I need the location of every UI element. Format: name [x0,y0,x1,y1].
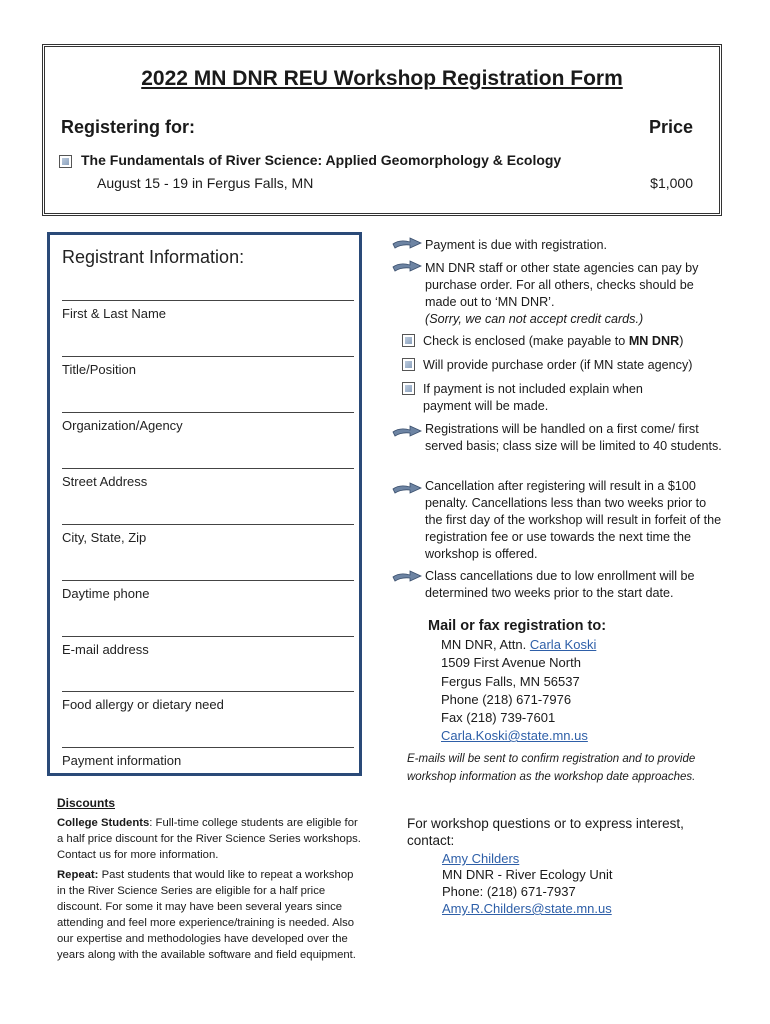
contact-email [442,901,612,918]
course-price: $1,000 [650,175,693,191]
check-enclosed-label [423,333,723,350]
food-allergy-field[interactable] [62,691,354,692]
title-field[interactable] [62,356,354,357]
course-title: The Fundamentals of River Science: Applied Geomorphology & Ecology [81,152,562,168]
purchase-order-label: Will provide purchase order (if MN state agency) [423,358,693,372]
contact-unit: MN DNR - River Ecology Unit [442,867,613,882]
carla-email-link[interactable]: Carla.Koski@state.mn.us [441,728,588,743]
explain-payment-label: If payment is not included explain when payment will be made. [423,382,643,413]
payment-info-field[interactable] [62,747,354,748]
purchase-order-line: MN DNR staff or other state agencies can pay by purchase order. For all others, checks should be made out to ‘MN DNR’. [425,261,699,309]
contact-name [442,851,519,868]
questions-text: For workshop questions or to express interest, contact: [407,816,684,848]
field-label: First & Last Name [62,306,167,321]
field-label: City, State, Zip [62,530,147,545]
purchase-order-checkbox[interactable] [402,358,415,371]
email-field[interactable] [62,636,354,637]
registrant-heading: Registrant Information: [62,247,245,267]
amy-email-link[interactable]: Amy.R.Childers@state.mn.us [442,901,612,916]
registrant-info-box [47,232,362,776]
mail-street: 1509 First Avenue North [441,655,581,670]
amy-childers-link[interactable]: Amy Childers [442,851,520,866]
college-text: : Full-time college students are eligible for a half price discount for the River Science Series workshops. Contact us for more information. [57,817,361,861]
arrow-bullet-icon [392,424,422,438]
no-credit-cards-note: (Sorry, we can not accept credit cards.) [425,312,644,326]
phone-field[interactable] [62,580,354,581]
field-label: E-mail address [62,642,149,657]
arrow-bullet-icon [392,259,422,273]
form-title: 2022 MN DNR REU Workshop Registration Form [141,67,623,90]
repeat-label: Repeat: [57,869,99,881]
header-box [42,44,722,216]
city-field[interactable] [62,524,354,525]
arrow-bullet-icon [392,569,422,583]
field-label: Payment information [62,753,182,768]
mail-email [441,727,588,745]
check-suffix: ) [679,334,684,348]
repeat-discount-text [57,867,362,963]
course-checkbox[interactable] [59,155,72,168]
field-label: Title/Position [62,362,136,377]
mail-heading: Mail or fax registration to: [428,618,607,634]
street-field[interactable] [62,468,354,469]
registering-for-label: Registering for: [61,117,196,137]
course-date: August 15 - 19 in Fergus Falls, MN [97,175,314,191]
college-label: College Students [57,817,150,829]
check-payee: MN DNR [628,334,680,348]
attn-prefix: MN DNR, Attn. [441,637,530,652]
mail-phone: Phone (218) 671-7976 [441,692,572,707]
contact-phone: Phone: (218) 671-7937 [442,884,576,899]
price-label: Price [648,117,693,137]
field-label: Food allergy or dietary need [62,697,224,712]
discounts-heading: Discounts [57,796,116,810]
mail-fax: Fax (218) 739-7601 [441,710,556,725]
field-label: Street Address [62,474,148,489]
class-cancellation-text: Class cancellations due to low enrollment will be determined two weeks prior to the start date. [425,569,695,600]
email-note: E-mails will be sent to confirm registration and to provide workshop information as the workshop date approaches. [407,753,696,783]
mail-attn [441,636,596,654]
first-come-text: Registrations will be handled on a first come/ first served basis; class size will be limited to 40 students. [425,422,722,453]
carla-koski-link[interactable]: Carla Koski [529,637,597,652]
explain-payment-checkbox[interactable] [402,382,415,395]
field-label: Organization/Agency [62,418,183,433]
repeat-text: Past students that would like to repeat a workshop in the River Science Series are eligible for a half price discount. For some it may have been several years since attending and feel more experience/training is needed. Also our expertise and methodologies have developed over the years along with the available software and field equipment. [57,869,356,961]
organization-field[interactable] [62,412,354,413]
check-prefix: Check is enclosed (make payable to [423,334,629,348]
purchase-order-text [425,260,725,328]
arrow-bullet-icon [392,481,422,495]
payment-due-text: Payment is due with registration. [425,238,607,252]
field-label: Daytime phone [62,586,150,601]
arrow-bullet-icon [392,236,422,250]
mail-city: Fergus Falls, MN 56537 [441,674,580,689]
check-enclosed-checkbox[interactable] [402,334,415,347]
college-discount-text [57,815,362,863]
name-field[interactable] [62,300,354,301]
cancellation-text: Cancellation after registering will result in a $100 penalty. Cancellations less than two weeks prior to the first day of the workshop will result in forfeit of the registration fee or use towards the next time the workshop is offered. [425,479,722,561]
